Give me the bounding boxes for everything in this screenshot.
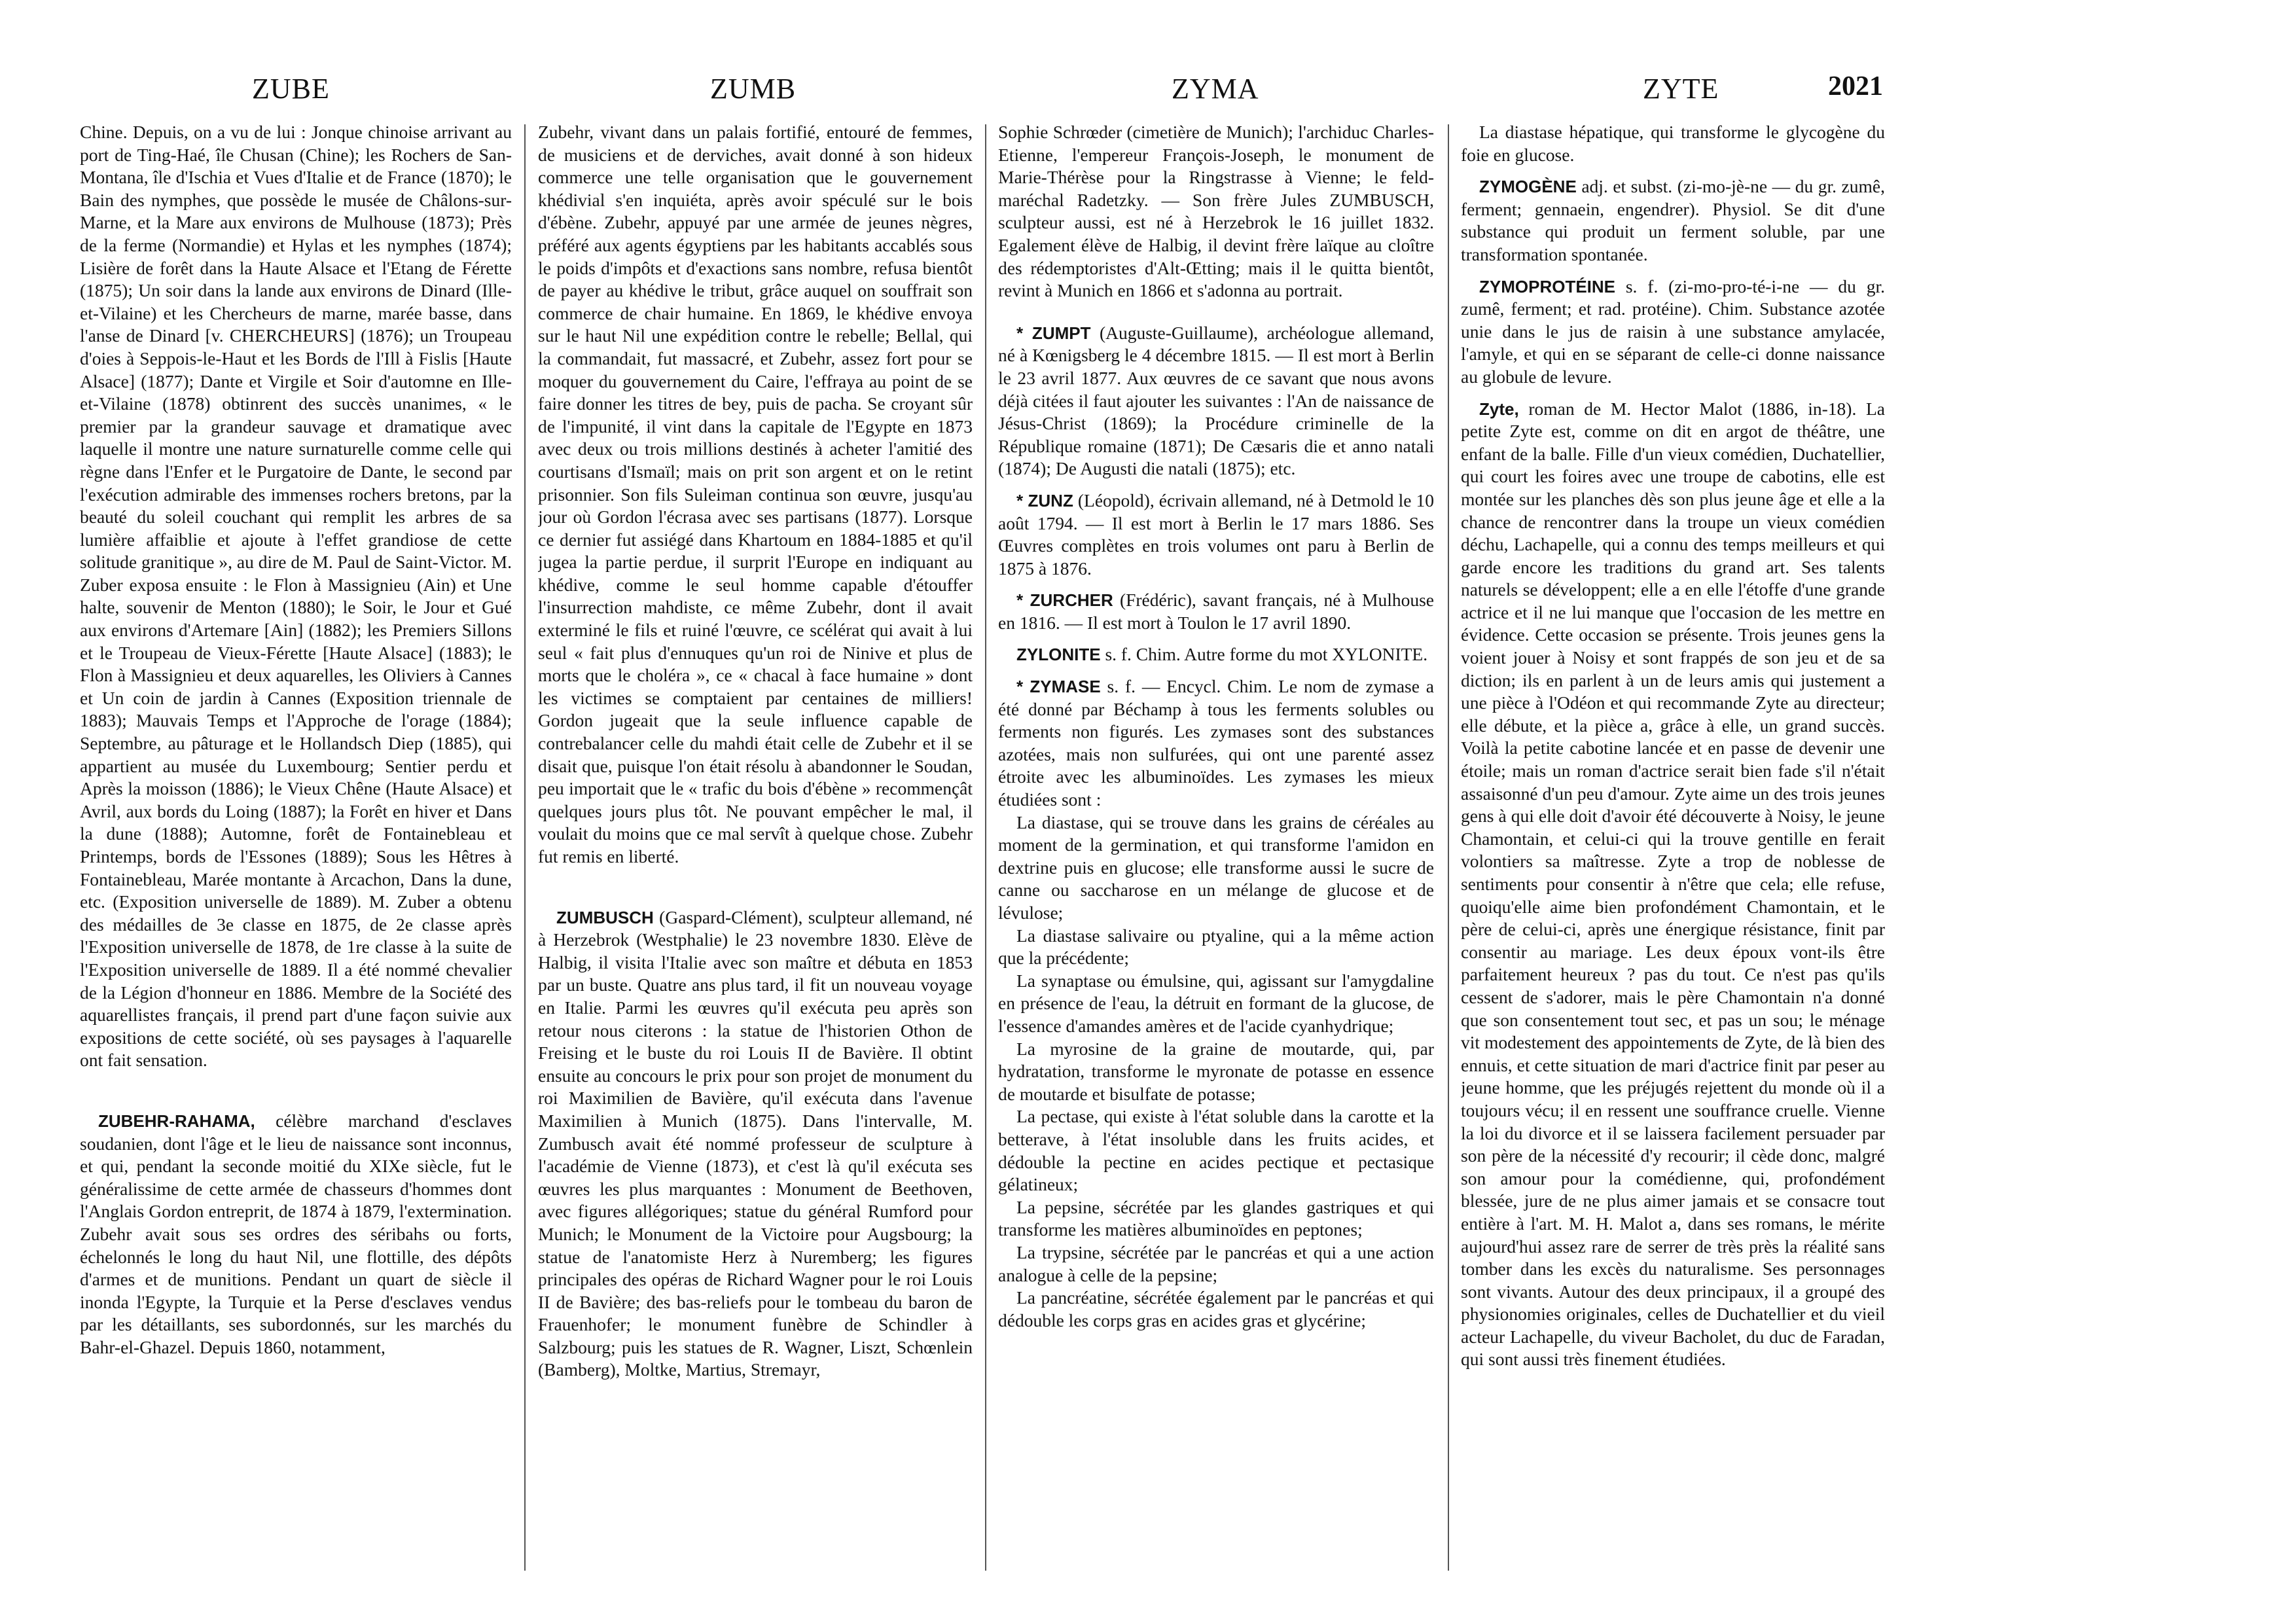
- entry-paragraph: [998, 1038, 1434, 1106]
- text-column-1: [80, 121, 512, 1574]
- entry-paragraph: [1461, 398, 1885, 1372]
- entry-paragraph: [80, 121, 512, 1072]
- entry-headword: ZYMOPROTÉINE: [1479, 276, 1616, 296]
- entry-text: (Frédéric), savant français, né à Mulhouse en 1816. — Il est mort à Toulon le 17 avril 1890.: [998, 590, 1434, 633]
- entry-headword: ZYLONITE: [1016, 645, 1101, 665]
- entry-text: adj. et subst. (zi-mo-jè-ne — du gr. zumê, ferment; gennaein, engendrer). Physiol. Se dit d'une substance qui produit un ferment soluble, par une transformation spontanée.: [1461, 176, 1885, 264]
- column-rule: [524, 124, 526, 1571]
- entry-headword: Zyte,: [1479, 399, 1519, 419]
- entry-paragraph: [1461, 276, 1885, 389]
- entry-text: Chine. Depuis, on a vu de lui : Jonque chinoise arrivant au port de Ting-Haé, île Chusan (Chine); les Rochers de San-Montana, île d'Ischia et Vues d'Italie et de France (1870); le Bain des nymphes, que possède le musée de Châlons-sur-Marne, et la Mare aux environs de Mulhouse (1873); Près de la ferme (Normandie) et Hylas et les nymphes (1874); Lisière de forêt dans la Haute Alsace et l'Etang de Férette (1875); Un soir dans la lande aux environs de Dinard (Ille-et-Vilaine) et les Chercheurs de marne, marée basse, dans l'anse de Dinard [v. CHERCHEURS] (1876); un Troupeau d'oies à Seppois-le-Haut et les Bords de l'Ill à Fislis [Haute Alsace] (1877); Dante et Virgile et Soir d'automne en Ille-et-Vilaine (1878) obtinrent des succès unanimes, « le premier par la grandeur sauvage et dramatique avec laquelle il montre une nature surnaturelle comme celle qui règne dans l'Enfer et le Purgatoire de Dante, le second par l'exécution admirable des immenses rochers bretons, par la beauté du soleil couchant qui remplit les arbres de sa lumière affaiblie et ajoute à l'effet grandiose de cette solitude granitique », au dire de M. Paul de Saint-Victor. M. Zuber exposa ensuite : le Flon à Massignieu (Ain) et Une halte, souvenir de Menton (1880); le Soir, le Jour et Gué aux environs d'Artemare [Ain] (1882); les Premiers Sillons et le Troupeau de Vieux-Férette [Haute Alsace] (1883); le Flon à Massignieu et deux aquarelles, les Oliviers à Cannes et Un coin de jardin à Cannes (Exposition triennale de 1883); Mauvais Temps et l'Approche de l'orage (1884); Septembre, au pâturage et le Hollandsch Diep (1885), qui appartient au musée du Luxembourg; Sentier perdu et Après la moisson (1886); le Vieux Chêne (Haute Alsace) et Avril, aux bords du Loing (1887); la Forêt en hiver et Dans la dune (1888); Automne, forêt de Fontainebleau et Printemps, bords de l'Essones (1889); Sous les Hêtres à Fontainebleau, Marée montante à Arcachon, Dans la dune, etc. (Exposition universelle de 1889). M. Zuber a obtenu des médailles de 3e classe en 1875, de 2e classe après l'Exposition universelle de 1878, de 1re classe à la suite de l'Exposition universelle de 1889. Il a été nommé chevalier de la Légion d'honneur en 1886. Membre de la Société des aquarellistes français, il prend part d'une façon suivie aux expositions de cette société, où ses paysages à l'aquarelle ont fait sensation.: [80, 122, 512, 1071]
- entry-text: s. f. Chim. Autre forme du mot XYLONITE.: [1100, 644, 1428, 665]
- entry-paragraph: [998, 675, 1434, 812]
- entry-text: La myrosine de la graine de moutarde, qui, par hydratation, transforme le myronate de potasse en essence de moutarde et bisulfate de potasse;: [998, 1038, 1434, 1104]
- page-number: 2021: [1828, 71, 1883, 101]
- entry-paragraph: [80, 1110, 512, 1359]
- column-rule: [985, 124, 986, 1571]
- entry-paragraph: [998, 1287, 1434, 1332]
- text-column-4: [1461, 121, 1885, 1574]
- entry-paragraph: [998, 589, 1434, 634]
- entry-text: La diastase salivaire ou ptyaline, qui a la même action que la précédente;: [998, 925, 1434, 969]
- entry-headword: * ZURCHER: [1016, 590, 1113, 611]
- entry-paragraph: [998, 121, 1434, 302]
- text-column-3: [998, 121, 1434, 1574]
- entry-paragraph: [998, 322, 1434, 480]
- entry-paragraph: [998, 970, 1434, 1038]
- entry-text: La pepsine, sécrétée par les glandes gastriques et qui transforme les matières albuminoïdes en peptones;: [998, 1196, 1434, 1240]
- entry-text: La pancréatine, sécrétée également par le pancréas et qui dédouble les corps gras en acides gras et glycérine;: [998, 1287, 1434, 1330]
- entry-text: s. f. — Encycl. Chim. Le nom de zymase a été donné par Béchamp à tous les ferments solubles ou ferments non figurés. Les zymases sont des substances azotées, mais non sulfurées, qui ont une parenté assez étroite avec les albuminoïdes. Les zymases les mieux étudiées sont :: [998, 676, 1434, 810]
- entry-text: (Auguste-Guillaume), archéologue allemand, né à Kœnigsberg le 4 décembre 1815. — Il est mort à Berlin le 23 avril 1877. Aux œuvres de ce savant que nous avons déjà citées il faut ajouter les suivantes : l'An de naissance de Jésus-Christ (1869); la Procédure criminelle de la République romaine (1871); De Cæsaris die et anno natali (1874); De Augusti die natali (1875); etc.: [998, 322, 1434, 479]
- entry-text: La diastase hépatique, qui transforme le glycogène du foie en glucose.: [1461, 122, 1885, 165]
- entry-text: (Léopold), écrivain allemand, né à Detmold le 10 août 1794. — Il est mort à Berlin le 17 mars 1886. Ses Œuvres complètes en trois volumes ont paru à Berlin de 1875 à 1876.: [998, 490, 1434, 579]
- entry-text: s. f. (zi-mo-pro-té-i-ne — du gr. zumê, ferment; et rad. protéine). Chim. Substance azotée unie dans le jus de raisin à une substance amylacée, l'amyle, et qui en se séparant de celle-ci donne naissance au globule de levure.: [1461, 276, 1885, 387]
- column-rule: [1448, 124, 1449, 1571]
- entry-text: (Gaspard-Clément), sculpteur allemand, né à Herzebrok (Westphalie) le 23 novembre 1830. Elève de Halbig, il visita l'Italie avec son maître et débuta en 1853 par un buste. Quatre ans plus tard, il fit un nouveau voyage en Italie. Parmi les œuvres qu'il exécuta peu après son retour nous citerons : la statue de l'historien Othon de Freising et le buste du roi Louis II de Bavière. Il obtint ensuite au concours le prix pour son projet de monument du roi Maximilien de Bavière, qu'il exécuta dans l'avenue Maximilien à Munich (1875). Dans l'intervalle, M. Zumbusch avait été nommé professeur de sculpture à l'académie de Vienne (1873), et c'est là qu'il exécuta ses œuvres les plus marquantes : Monument de Beethoven, avec figures allégoriques; statue du général Rumford pour Munich; le Monument de la Victoire pour Augsbourg; la statue de l'anatomiste Herz à Nuremberg; les figures principales des opéras de Richard Wagner pour le roi Louis II de Bavière; des bas-reliefs pour le tombeau du baron de Frauenhofer; le monument funèbre de Schindler à Salzbourg; puis les statues de R. Wagner, Liszt, Schœnlein (Bamberg), Moltke, Martius, Stremayr,: [538, 906, 973, 1380]
- entry-headword: ZYMOGÈNE: [1479, 177, 1577, 197]
- entry-paragraph: [998, 643, 1434, 666]
- text-column-2: [538, 121, 973, 1574]
- entry-headword: * ZYMASE: [1016, 677, 1101, 697]
- entry-text: Sophie Schrœder (cimetière de Munich); l'archiduc Charles-Etienne, l'empereur François-Joseph, le monument de Marie-Thérèse pour la Ringstrasse à Vienne; le feld-maréchal Radetzky. — Son frère Jules ZUMBUSCH, sculpteur aussi, est né à Herzebrok le 16 juillet 1832. Egalement élève de Halbig, il devint frère laïque au cloître des rédemptoristes d'Alt-Œtting; mais il le quitta bientôt, revint à Munich en 1866 et s'adonna au portrait.: [998, 122, 1434, 301]
- entry-headword: * ZUMPT: [1016, 323, 1091, 343]
- entry-paragraph: [998, 1105, 1434, 1196]
- entry-text: La pectase, qui existe à l'état soluble dans la carotte et la betterave, à l'état insoluble dans les fruits acides, et dédouble la pectine en acides pectique et pectasique gélatineux;: [998, 1106, 1434, 1195]
- entry-paragraph: [1461, 121, 1885, 166]
- entry-headword: ZUBEHR-RAHAMA,: [98, 1111, 255, 1131]
- entry-paragraph: [998, 1196, 1434, 1241]
- entry-paragraph: [1461, 175, 1885, 266]
- entry-text: La trypsine, sécrétée par le pancréas et qui a une action analogue à celle de la pepsine;: [998, 1241, 1434, 1285]
- running-head-3: ZYMA: [1172, 73, 1259, 105]
- entry-paragraph: [998, 812, 1434, 925]
- entry-paragraph: [998, 925, 1434, 970]
- running-head-2: ZUMB: [710, 73, 797, 105]
- running-head-1: ZUBE: [252, 73, 330, 105]
- entry-text: Zubehr, vivant dans un palais fortifié, entouré de femmes, de musiciens et de derviches, avait donné à son hideux commerce une telle organisation que le gouvernement khédivial s'en inquiéta, après avoir spéculé sur le bois d'ébène. Zubehr, appuyé par une armée de jeunes nègres, préféré aux agents égyptiens par les habitants accablés sous le poids d'impôts et d'exactions sans nombre, refusa bientôt de payer au khédive le tribut, grâce auquel on souffrait son commerce de chair humaine. En 1869, le khédive envoya sur le haut Nil une expédition contre le rebelle; Bellal, qui la commandait, fut massacré, et Zubehr, assez fort pour se moquer du gouvernement du Caire, l'effraya au point de se faire donner les titres de bey, puis de pacha. Se croyant sûr de l'impunité, il vint dans la capitale de l'Egypte en 1873 avec deux ou trois millions destinés à acheter l'amitié des courtisans d'Ismaïl; mais on prit son argent et on le retint prisonnier. Son fils Suleiman continua son œuvre, jusqu'au jour où Gordon l'écrasa avec ses partisans (1877). Lorsque ce dernier fut assiégé dans Khartoum en 1884-1885 et qu'il jugea la partie perdue, il surprit l'Europe en indiquant au khédive, comme le seul homme capable d'étouffer l'insurrection mahdiste, ce même Zubehr, dont il avait exterminé le fils et ruiné l'œuvre, ce scélérat qui avait à lui seul « fait plus d'ennuques qu'un roi de Ninive et plus de morts que le choléra », ce « chacal à face humaine » dont les victimes se comptaient par centaines de milliers! Gordon jugeait que la seule influence capable de contrebalancer celle du mahdi était celle de Zubehr et il se disait que, puisque l'on était résolu à abandonner le Soudan, peu importait que le « trafic du bois d'ébène » recommençât quelques jours plus tôt. Ne pouvant empêcher le mal, il voulait du moins que ce mal servît à quelque chose. Zubehr fut remis en liberté.: [538, 122, 973, 866]
- entry-text: célèbre marchand d'esclaves soudanien, dont l'âge et le lieu de naissance sont inconnus, et qui, pendant la seconde moitié du XIXe siècle, fut le généralissime de cette armée de chasseurs d'hommes dont l'Anglais Gordon entreprit, de 1874 à 1879, l'extermination. Zubehr avait sous ses ordres des séribahs ou forts, échelonnés le long du haut Nil, une flottille, des dépôts d'armes et de munitions. Pendant un quart de siècle il inonda l'Egypte, la Turquie et la Perse d'esclaves vendus par les détaillants, ses subordonnés, sur les marchés du Bahr-el-Ghazel. Depuis 1860, notamment,: [80, 1110, 512, 1357]
- entry-paragraph: [538, 906, 973, 1382]
- running-head-4: ZYTE: [1643, 73, 1719, 105]
- entry-text: roman de M. Hector Malot (1886, in-18). La petite Zyte est, comme on dit en argot de théâtre, une enfant de la balle. Fille d'un vieux comédien, Duchatellier, qui court les foires avec une troupe de cabotins, elle est montée sur les planches dès son plus jeune âge et elle a la chance de rencontrer dans la troupe un vieux comédien déchu, Lachapelle, qui a connu des temps meilleurs et qui garde encore les traditions du grand art. Ses talents naturels se développent; elle a en elle l'étoffe d'une grande actrice et il ne lui manque que l'occasion de les mettre en évidence. Cette occasion se présente. Trois jeunes gens la voient jouer à Noisy et sont frappés de son jeu et de sa diction; ils en parlent à un de leurs amis qui justement a une pièce à l'Odéon et qui recommande Zyte au directeur; elle débute, et la pièce a, grâce à elle, un grand succès. Voilà la petite cabotine lancée et en passe de devenir une étoile; mais un roman d'actrice serait bien fade s'il n'était assaisonné d'un peu d'amour. Zyte aime un des trois jeunes gens à qui elle doit d'avoir été découverte à Noisy, le jeune Chamontain, et celui-ci qui la trouve gentille en ferait volontiers sa maîtresse. Zyte a trop de noblesse de sentiments pour consentir à n'être que cela; elle refuse, quoiqu'elle aime bien profondément Chamontain, et le père de celui-ci, après une énergique résistance, finit par consentir au mariage. Les deux époux vont-ils être parfaitement heureux ? pas du tout. Ce n'est pas qu'ils cessent de s'adorer, mais le père Chamontain n'a donné que son consentement tout sec, et pas un sou; le ménage vit modestement des appointements de Zyte, de là bien des ennuis, et cette situation de mari d'actrice finit par peser au jeune homme, que les préjugés rejettent du monde où il a toujours vécu; il en ressent une souffrance cruelle. Vienne la loi du divorce et il se laissera facilement persuader par son père de la nécessité d'y recourir; il cède donc, malgré son amour pour la comédienne, qui, profondément blessée, jure de ne plus aimer jamais et se consacre tout entière à l'art. M. H. Malot a, dans ses romans, le mérite aujourd'hui assez rare de serrer de très près la réalité sans tomber dans les excès du naturalisme. Ses personnages sont vivants. Autour des deux principaux, il a groupé des physionomies originales, celles de Duchatellier et du vieil acteur Lachapelle, du viveur Bacholet, du duc de Faradan, qui sont aussi très finement étudiées.: [1461, 398, 1885, 1370]
- entry-text: La synaptase ou émulsine, qui, agissant sur l'amygdaline en présence de l'eau, la détruit en formant de la glucose, de l'essence d'amandes amères et de l'acide cyanhydrique;: [998, 970, 1434, 1036]
- entry-text: La diastase, qui se trouve dans les grains de céréales au moment de la germination, et qui transforme l'amidon en dextrine puis en glucose; elle transforme aussi le sucre de canne ou saccharose en un mélange de glucose et de lévulose;: [998, 812, 1434, 923]
- entry-headword: ZUMBUSCH: [556, 907, 654, 927]
- entry-headword: * ZUNZ: [1016, 490, 1073, 510]
- entry-paragraph: [538, 121, 973, 868]
- entry-paragraph: [998, 490, 1434, 580]
- entry-paragraph: [998, 1241, 1434, 1287]
